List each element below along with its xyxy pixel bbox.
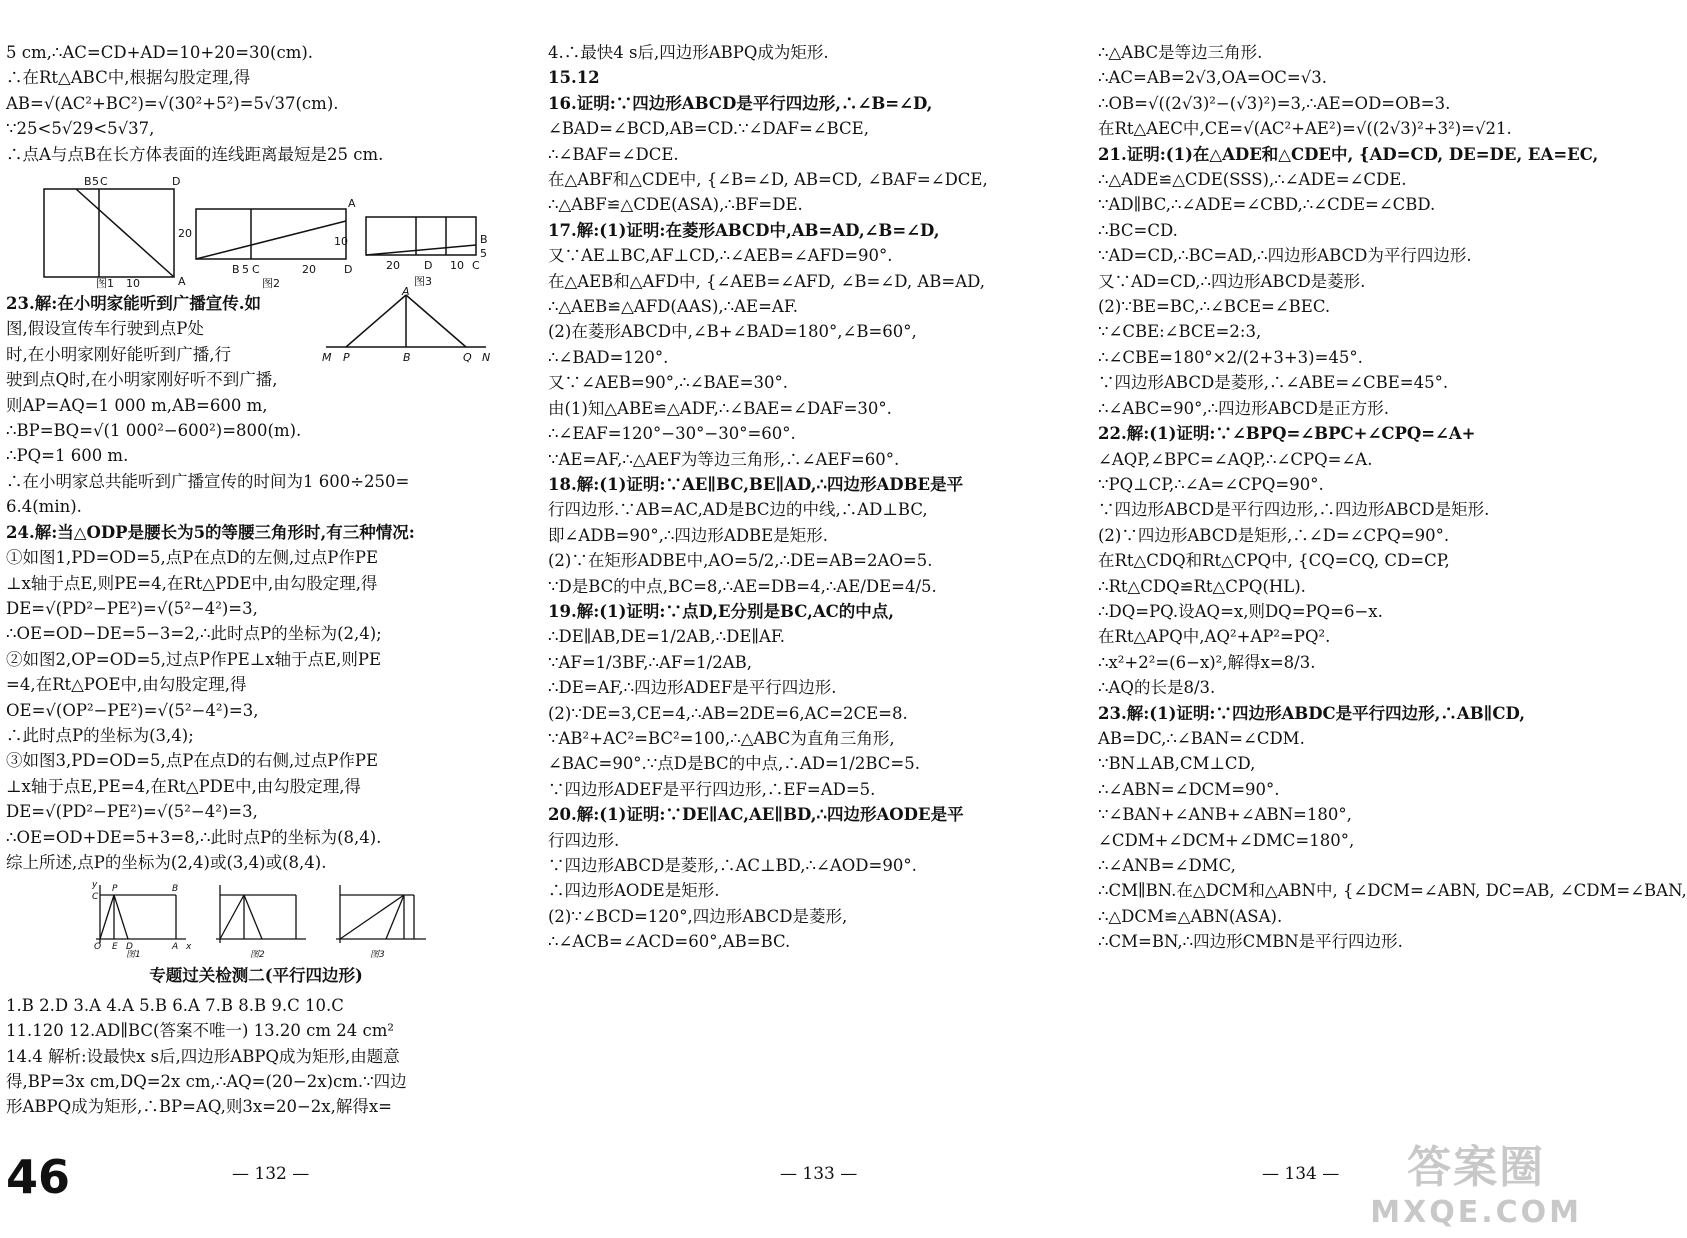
fig-label: 图3 (414, 275, 432, 289)
fig-label: 图2 (250, 950, 265, 961)
fig-label: E (112, 942, 118, 953)
text-line: ②如图2,OP=OD=5,过点P作PE⊥x轴于点E,则PE (6, 649, 382, 669)
fig-label: O (94, 942, 102, 953)
text-line: ∴在Rt△ABC中,根据勾股定理,得 (6, 68, 251, 88)
text-line: ∵AF=1/3BF,∴AF=1/2AB, (548, 652, 753, 672)
column-3 (1098, 40, 1687, 955)
text-line: (2)∵DE=3,CE=4,∴AB=2DE=6,AC=2CE=8. (548, 703, 908, 723)
text-line: ∵四边形ABCD是菱形,∴AC⊥BD,∴∠AOD=90°. (548, 856, 917, 875)
text-line: ∴PQ=1 600 m. (6, 446, 129, 466)
text-line: 11.120 12.AD∥BC(答案不唯一) 13.20 cm 24 cm² (6, 1021, 395, 1041)
fig-label: A (348, 197, 356, 211)
text-line: 形ABPQ成为矩形,∴BP=AQ,则3x=20−2x,解得x= (6, 1097, 392, 1117)
text-line: 4.∴最快4 s后,四边形ABPQ成为矩形. (548, 43, 829, 62)
text-line: 图,假设宣传车行驶到点P处 (6, 319, 204, 339)
text-line: 5 cm,∴AC=CD+AD=10+20=30(cm). (6, 43, 314, 62)
watermark-logo: 答案圈 (1407, 1142, 1546, 1193)
box-unfolding-figures (6, 169, 496, 289)
text-line: ∵BN⊥AB,CM⊥CD, (1098, 754, 1256, 774)
text-line: ∴△ABC是等边三角形. (1098, 43, 1263, 62)
fig-label: 20 (302, 263, 316, 277)
text-line: ∴DQ=PQ.设AQ=x,则DQ=PQ=6−x. (1098, 601, 1383, 621)
text-line: 22.解:(1)证明:∵∠BPQ=∠BPC+∠CPQ=∠A+ (1098, 424, 1476, 444)
text-line: 6.4(min). (6, 497, 82, 517)
text-line: ∴△ABF≌△CDE(ASA),∴BF=DE. (548, 195, 803, 215)
text-line: ∠AQP,∠BPC=∠AQP,∴∠CPQ=∠A. (1098, 449, 1373, 469)
fig-label: A (172, 942, 179, 953)
fig-label: A (178, 275, 186, 289)
text-line: ∴∠ACB=∠ACD=60°,AB=BC. (548, 932, 791, 952)
text-line: 20.解:(1)证明:∵DE∥AC,AE∥BD,∴四边形AODE是平 (548, 805, 964, 825)
text-line: 得,BP=3x cm,DQ=2x cm,∴AQ=(20−2x)cm.∵四边 (6, 1072, 407, 1091)
text-line: 行四边形. (548, 830, 620, 850)
text-line: (2)∵BE=BC,∴∠BCE=∠BEC. (1098, 297, 1331, 317)
text-line: ∴BP=BQ=√(1 000²−600²)=800(m). (6, 421, 302, 441)
text-line: 15.12 (548, 68, 600, 88)
fig-label: 10 (334, 235, 348, 249)
text-line: 18.解:(1)证明:∵AE∥BC,BE∥AD,∴四边形ADBE是平 (548, 474, 964, 494)
text-line: ③如图3,PD=OD=5,点P在点D的右侧,过点P作PE (6, 751, 379, 771)
text-line: ∴Rt△CDQ≌Rt△CPQ(HL). (1098, 576, 1306, 596)
text-line: AB=DC,∴∠BAN=∠CDM. (1098, 728, 1305, 748)
text-line: 17.解:(1)证明:在菱形ABCD中,AB=AD,∠B=∠D, (548, 220, 940, 240)
fig-label: B (172, 884, 179, 895)
section-title: 专题过关检测二(平行四边形) (149, 966, 363, 986)
text-line: (2)∵∠BCD=120°,四边形ABCD是菱形, (548, 906, 848, 926)
fig-label: B (480, 233, 488, 247)
fig-label: y (92, 880, 98, 891)
text-line: 24.解:当△ODP是腰长为5的等腰三角形时,有三种情况: (6, 522, 415, 542)
text-line: AB=√(AC²+BC²)=√(30²+5²)=5√37(cm). (6, 93, 339, 113)
page-number: — 133 — (780, 1164, 858, 1184)
text-line: ∵四边形ABCD是菱形,∴∠ABE=∠CBE=45°. (1098, 373, 1449, 393)
text-line: 驶到点Q时,在小明家刚好听不到广播, (6, 370, 278, 390)
text-line: ∵∠CBE:∠BCE=2:3, (1098, 322, 1262, 342)
text-line: ∠BAD=∠BCD,AB=CD.∵∠DAF=∠BCE, (548, 119, 869, 139)
fig-label: B (84, 175, 92, 189)
road-figure (316, 287, 496, 367)
fig-label: C (92, 892, 99, 903)
text-line: ∵四边形ABCD是平行四边形,∴四边形ABCD是矩形. (1098, 500, 1490, 520)
coordinate-figures (86, 877, 576, 961)
fig-label: 20 (178, 227, 192, 241)
fig-label: P (343, 351, 350, 365)
text-line: 14.4 解析:设最快x s后,四边形ABPQ成为矩形,由题意 (6, 1046, 400, 1066)
watermark (1370, 1131, 1582, 1230)
text-line: ∴∠EAF=120°−30°−30°=60°. (548, 424, 796, 444)
text-line: ∴CM=BN,∴四边形CMBN是平行四边形. (1098, 932, 1403, 952)
column-2 (548, 40, 1048, 955)
text-line: ∵PQ⊥CP,∴∠A=∠CPQ=90°. (1098, 474, 1324, 494)
text-line: DE=√(PD²−PE²)=√(5²−4²)=3, (6, 802, 258, 822)
fig-label: B (403, 351, 411, 365)
text-line: 1.B 2.D 3.A 4.A 5.B 6.A 7.B 8.B 9.C 10.C (6, 995, 344, 1015)
text-line: ⊥x轴于点E,PE=4,在Rt△PDE中,由勾股定理,得 (6, 776, 361, 796)
page-number: — 134 — (1262, 1164, 1340, 1184)
text-line: 又∵AD=CD,∴四边形ABCD是菱形. (1098, 271, 1366, 291)
text-line: 即∠ADB=90°,∴四边形ADBE是矩形. (548, 525, 828, 545)
text-line: 在Rt△CDQ和Rt△CPQ中, {CQ=CQ, CD=CP, (1098, 551, 1450, 571)
text-line: 21.证明:(1)在△ADE和△CDE中, {AD=CD, DE=DE, EA=EC, (1098, 144, 1599, 164)
fig-label: Q (463, 351, 472, 365)
text-line: ∴四边形AODE是矩形. (548, 881, 720, 901)
text-line: ∴AQ的长是8/3. (1098, 678, 1216, 698)
text-line: ∵AD∥BC,∴∠ADE=∠CBD,∴∠CDE=∠CBD. (1098, 195, 1436, 215)
text-line: 又∵AE⊥BC,AF⊥CD,∴∠AEB=∠AFD=90°. (548, 246, 893, 266)
text-line: ∵四边形ADEF是平行四边形,∴EF=AD=5. (548, 779, 876, 799)
text-line: 行四边形.∵AB=AC,AD是BC边的中线,∴AD⊥BC, (548, 500, 928, 520)
text-line: ∵25<5√29<5√37, (6, 119, 155, 139)
text-line: 在△ABF和△CDE中, {∠B=∠D, AB=CD, ∠BAF=∠DCE, (548, 170, 988, 190)
text-line: 16.证明:∵四边形ABCD是平行四边形,∴∠B=∠D, (548, 93, 933, 113)
fig-label: D (172, 175, 181, 189)
text-line: ∴在小明家总共能听到广播宣传的时间为1 600÷250= (6, 471, 410, 491)
fig-label: 5 (242, 263, 249, 277)
text-line: 由(1)知△ABE≌△ADF,∴∠BAE=∠DAF=30°. (548, 398, 892, 418)
fig-label: 5 (480, 247, 487, 261)
fig-label: 10 (450, 259, 464, 273)
text-line: 23.解:在小明家能听到广播宣传.如 (6, 294, 262, 314)
text-line: ∵D是BC的中点,BC=8,∴AE=DB=4,∴AE/DE=4/5. (548, 576, 937, 596)
column-1 (6, 40, 506, 1120)
text-line: 在Rt△APQ中,AQ²+AP²=PQ². (1098, 627, 1331, 647)
text-line: ∴OE=OD−DE=5−3=2,∴此时点P的坐标为(2,4); (6, 624, 382, 644)
text-line: ∴DE∥AB,DE=1/2AB,∴DE∥AF. (548, 627, 786, 647)
text-line: ∵AB²+AC²=BC²=100,∴△ABC为直角三角形, (548, 728, 895, 748)
fig-label: C (472, 259, 480, 273)
fig-label: 图2 (262, 277, 280, 291)
fig-label: P (112, 884, 118, 895)
text-line: 时,在小明家刚好能听到广播,行 (6, 344, 231, 364)
watermark-url: MXQE.COM (1370, 1195, 1582, 1230)
text-line: ∴x²+2²=(6−x)²,解得x=8/3. (1098, 652, 1316, 672)
text-line: (2)∵四边形ABCD是矩形,∴∠D=∠CPQ=90°. (1098, 525, 1450, 545)
text-line: ∴△ADE≌△CDE(SSS),∴∠ADE=∠CDE. (1098, 170, 1407, 190)
text-line: =4,在Rt△POE中,由勾股定理,得 (6, 675, 247, 695)
text-line: ∵AE=AF,∴△AEF为等边三角形,∴∠AEF=60°. (548, 449, 900, 469)
fig-label: D (424, 259, 433, 273)
page-number: — 132 — (232, 1164, 310, 1184)
fig-label: C (100, 175, 108, 189)
text-line: OE=√(OP²−PE²)=√(5²−4²)=3, (6, 700, 259, 720)
text-line: (2)∵在矩形ADBE中,AO=5/2,∴DE=AB=2AO=5. (548, 551, 933, 571)
text-line: DE=√(PD²−PE²)=√(5²−4²)=3, (6, 598, 258, 618)
text-line: (2)在菱形ABCD中,∠B+∠BAD=180°,∠B=60°, (548, 322, 917, 342)
text-line: ∴∠ABC=90°,∴四边形ABCD是正方形. (1098, 398, 1390, 418)
text-line: ∴BC=CD. (1098, 220, 1178, 240)
text-line: ∠CDM+∠DCM+∠DMC=180°, (1098, 830, 1355, 850)
text-line: ∴DE=AF,∴四边形ADEF是平行四边形. (548, 678, 837, 698)
text-line: 又∵∠AEB=90°,∴∠BAE=30°. (548, 373, 788, 393)
text-line: 综上所述,点P的坐标为(2,4)或(3,4)或(8,4). (6, 852, 327, 872)
text-line: 19.解:(1)证明:∵点D,E分别是BC,AC的中点, (548, 601, 895, 621)
text-line: ∴此时点P的坐标为(3,4); (6, 725, 194, 745)
text-line: ∵∠BAN+∠ANB+∠ABN=180°, (1098, 805, 1352, 825)
fig-label: C (252, 263, 260, 277)
fig-label: 10 (126, 277, 140, 291)
text-line: ∴∠ANB=∠DMC, (1098, 856, 1236, 875)
fig-label: B (232, 263, 240, 277)
fig-label: 图1 (126, 950, 141, 961)
fig-label: 20 (386, 259, 400, 273)
fig-label: 5 (92, 175, 99, 189)
book-page-number: 46 (6, 1150, 71, 1204)
text-line: ∴△AEB≌△AFD(AAS),∴AE=AF. (548, 297, 798, 317)
text-line: ∴OB=√((2√3)²−(√3)²)=3,∴AE=OD=OB=3. (1098, 93, 1451, 113)
text-line: 则AP=AQ=1 000 m,AB=600 m, (6, 395, 268, 415)
fig-label: x (186, 942, 192, 953)
fig-label: D (344, 263, 353, 277)
text-line: 23.解:(1)证明:∵四边形ABDC是平行四边形,∴AB∥CD, (1098, 703, 1525, 723)
fig-label: 图3 (370, 950, 385, 961)
text-line: ∠BAC=90°.∵点D是BC的中点,∴AD=1/2BC=5. (548, 754, 920, 774)
text-line: ∴∠BAD=120°. (548, 347, 669, 367)
text-line: ∴AC=AB=2√3,OA=OC=√3. (1098, 68, 1327, 88)
text-line: 在Rt△AEC中,CE=√(AC²+AE²)=√((2√3)²+3²)=√21. (1098, 119, 1512, 139)
text-line: 在△AEB和△AFD中, {∠AEB=∠AFD, ∠B=∠D, AB=AD, (548, 271, 986, 291)
text-line: ∴CM∥BN.在△DCM和△ABN中, {∠DCM=∠ABN, DC=AB, ∠CDM=∠BAN, (1098, 881, 1687, 901)
text-line: ∴△DCM≌△ABN(ASA). (1098, 906, 1283, 926)
fig-label: M (322, 351, 332, 365)
text-line: ①如图1,PD=OD=5,点P在点D的左侧,过点P作PE (6, 548, 379, 568)
fig-label: A (402, 285, 410, 299)
fig-label: N (482, 351, 491, 365)
text-line: ⊥x轴于点E,则PE=4,在Rt△PDE中,由勾股定理,得 (6, 573, 378, 593)
text-line: ∴∠ABN=∠DCM=90°. (1098, 779, 1280, 799)
fig-label: D (126, 942, 133, 953)
text-line: ∵AD=CD,∴BC=AD,∴四边形ABCD为平行四边形. (1098, 246, 1472, 266)
text-line: ∴OE=OD+DE=5+3=8,∴此时点P的坐标为(8,4). (6, 827, 382, 847)
text-line: ∴∠CBE=180°×2/(2+3+3)=45°. (1098, 347, 1363, 367)
fig-label: 图1 (96, 277, 114, 291)
text-line: ∴点A与点B在长方体表面的连线距离最短是25 cm. (6, 144, 384, 164)
text-line: ∴∠BAF=∠DCE. (548, 144, 679, 164)
